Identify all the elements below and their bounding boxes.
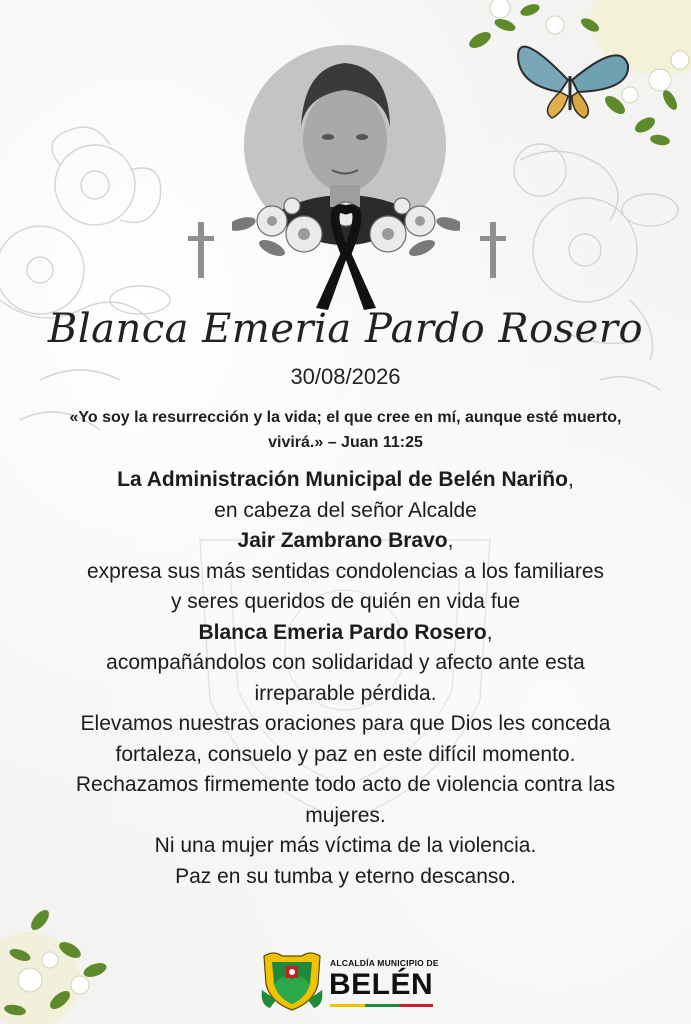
message-line-8: Rechazamos firmemente todo acto de violencia contra las mujeres. bbox=[75, 773, 616, 827]
message-line-10: Paz en su tumba y eterno descanso. bbox=[175, 864, 516, 888]
top-right-floral-corner bbox=[460, 0, 691, 160]
message-line-6: acompañándolos con solidaridad y afecto ante esta irreparable pérdida. bbox=[106, 651, 585, 705]
comma: , bbox=[486, 620, 493, 644]
message-line-9: Ni una mujer más víctima de la violencia. bbox=[154, 834, 537, 857]
administration-name: La Administración Municipal de Belén Nariño bbox=[117, 468, 568, 491]
deceased-name-bold: Blanca Emeria Pardo Rosero bbox=[198, 620, 487, 644]
message-line-3 bbox=[30, 526, 661, 557]
message-line-4: expresa sus más sentidas condolencias a los familiares y seres queridos de quién en vida fue bbox=[86, 559, 605, 613]
deceased-name: Blanca Emeria Pardo Rosero bbox=[47, 306, 644, 352]
flag-stripe bbox=[330, 1004, 433, 1007]
comma: , bbox=[447, 529, 454, 552]
logo-title: BELÉN bbox=[329, 968, 434, 1001]
bible-verse: «Yo soy la resurrección y la vida; el que cree en mí, aunque esté muerto, vivirá.» – Juan 11:25 bbox=[69, 409, 622, 451]
message-line-1 bbox=[30, 465, 661, 496]
comma: , bbox=[567, 468, 574, 491]
death-date: 30/08/2026 bbox=[290, 364, 401, 389]
mayor-name: Jair Zambrano Bravo bbox=[237, 529, 448, 552]
message-line-7: Elevamos nuestras oraciones para que Dios les conceda fortaleza, consuelo y paz en este difícil momento. bbox=[80, 712, 611, 766]
cross-icon bbox=[186, 222, 216, 278]
cross-icon bbox=[478, 222, 508, 278]
logo-subtitle: ALCALDÍA MUNICIPIO DE bbox=[330, 958, 439, 968]
municipal-shield-icon bbox=[260, 950, 324, 1012]
alcaldia-belen-logo bbox=[260, 950, 440, 1012]
flower-bouquet bbox=[232, 196, 460, 314]
condolence-message bbox=[30, 465, 661, 892]
message-line-5 bbox=[30, 618, 661, 649]
message-line-2: en cabeza del señor Alcalde bbox=[214, 498, 477, 522]
